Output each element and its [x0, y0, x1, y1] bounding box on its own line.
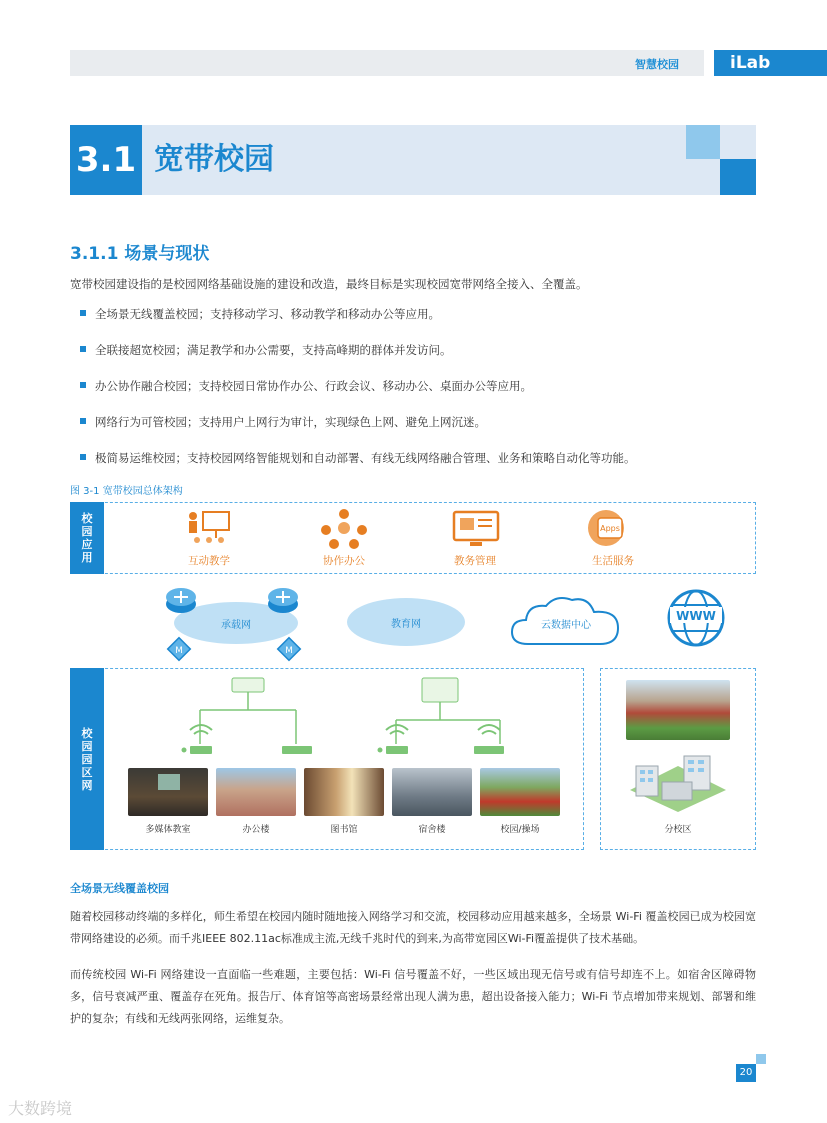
campus-place-label: 办公楼: [242, 825, 270, 835]
paragraph: 随着校园移动终端的多样化，师生希望在校园内随时随地接入网络学习和交流，校园移动应用越来越多，全场景 Wi-Fi 覆盖校园已成为校园宽带网络建设的必须。而千兆IEEE 802.11ac标准成主流,无线千兆时代的到来,为高带宽园区Wi-Fi覆盖提供了技术基础。: [70, 910, 756, 945]
header-bar: [70, 50, 704, 76]
www-globe-icon: [666, 588, 726, 648]
apps-icon-text: Apps: [600, 524, 620, 533]
switch-diamond-icon: [166, 636, 192, 662]
campus-topology: [104, 672, 584, 770]
header-section-label: 智慧校园: [635, 58, 679, 71]
bullet-square-icon: [80, 418, 86, 424]
library-photo: [304, 768, 384, 816]
bullet-square-icon: [80, 310, 86, 316]
app-label: 互动教学: [188, 555, 230, 567]
network-label: 承载网: [221, 620, 251, 631]
section-title: 3.1.1 场景与现状: [70, 244, 210, 264]
bullet-item: 全联接超宽校园；满足教学和办公需要，支持高峰期的群体并发访问。: [80, 342, 452, 358]
apps-tab: 校园应用: [70, 502, 104, 574]
chapter-title: 宽带校园: [154, 142, 274, 177]
banner-deco-square: [686, 125, 720, 159]
life-services-icon: [586, 506, 634, 550]
svg-text:WWW: WWW: [676, 609, 716, 623]
dormitory-photo: [392, 768, 472, 816]
multimedia-classroom-photo: [128, 768, 208, 816]
office-building-photo: [216, 768, 296, 816]
svg-text:M: M: [175, 646, 183, 656]
chapter-number: 3.1: [70, 125, 142, 195]
page-deco-square: [756, 1054, 766, 1064]
branch-campus-photo: [626, 680, 730, 740]
svg-text:M: M: [285, 646, 293, 656]
branch-label: 分校区: [664, 825, 692, 835]
bullet-item: 办公协作融合校园；支持校园日常协作办公、行政会议、移动办公、桌面办公等应用。: [80, 378, 532, 394]
app-label: 协作办公: [323, 555, 365, 567]
campus-tab: 校园园区网: [70, 668, 104, 850]
branch-campus-illustration: [626, 752, 730, 814]
subsection-title: 全场景无线覆盖校园: [70, 882, 169, 895]
bullet-item: 极简易运维校园；支持校园网络智能规划和自动部署、有线无线网络融合管理、业务和策略自动化等功能。: [80, 450, 636, 466]
campus-place-label: 校园/操场: [500, 825, 540, 835]
switch-diamond-icon: [276, 636, 302, 662]
bullet-square-icon: [80, 454, 86, 460]
app-label: 教务管理: [454, 555, 496, 567]
section-intro: 宽带校园建设指的是校园网络基础设施的建设和改造，最终目标是实现校园宽带网络全接入、全覆盖。: [70, 277, 588, 291]
app-label: 生活服务: [592, 555, 634, 567]
network-label: 教育网: [391, 619, 421, 630]
bullet-square-icon: [80, 346, 86, 352]
collaboration-icon: [318, 508, 370, 550]
banner-deco-square: [720, 159, 756, 195]
campus-place-label: 宿舍楼: [418, 825, 446, 835]
watermark: 大数跨境: [8, 1099, 73, 1118]
router-icon: [266, 584, 300, 616]
network-label: 云数据中心: [541, 620, 591, 631]
page-number: 20: [736, 1064, 756, 1082]
figure-caption: 图 3-1 宽带校园总体架构: [70, 486, 183, 497]
router-icon: [164, 584, 198, 616]
bullet-item: 全场景无线覆盖校园；支持移动学习、移动教学和移动办公等应用。: [80, 306, 440, 322]
bullet-square-icon: [80, 382, 86, 388]
interactive-teaching-icon: [185, 508, 233, 548]
campus-place-label: 多媒体教室: [145, 825, 191, 835]
bullet-item: 网络行为可管校园；支持用户上网行为审计，实现绿色上网、避免上网沉迷。: [80, 414, 486, 430]
campus-place-label: 图书馆: [330, 825, 358, 835]
campus-playground-photo: [480, 768, 560, 816]
academic-management-icon: [452, 508, 500, 550]
paragraph: 而传统校园 Wi-Fi 网络建设一直面临一些难题，主要包括：Wi-Fi 信号覆盖不好，一些区域出现无信号或有信号却连不上。如宿舍区障碍物多，信号衰减严重、覆盖存在死角。报告厅、体育馆等高密场景经常出现人满为患，超出设备接入能力；Wi-Fi 节点增加带来规划、部署和维护的复杂；有线和无线两张网络，运维复杂。: [70, 968, 756, 1025]
ilab-logo: iLab: [714, 50, 827, 76]
